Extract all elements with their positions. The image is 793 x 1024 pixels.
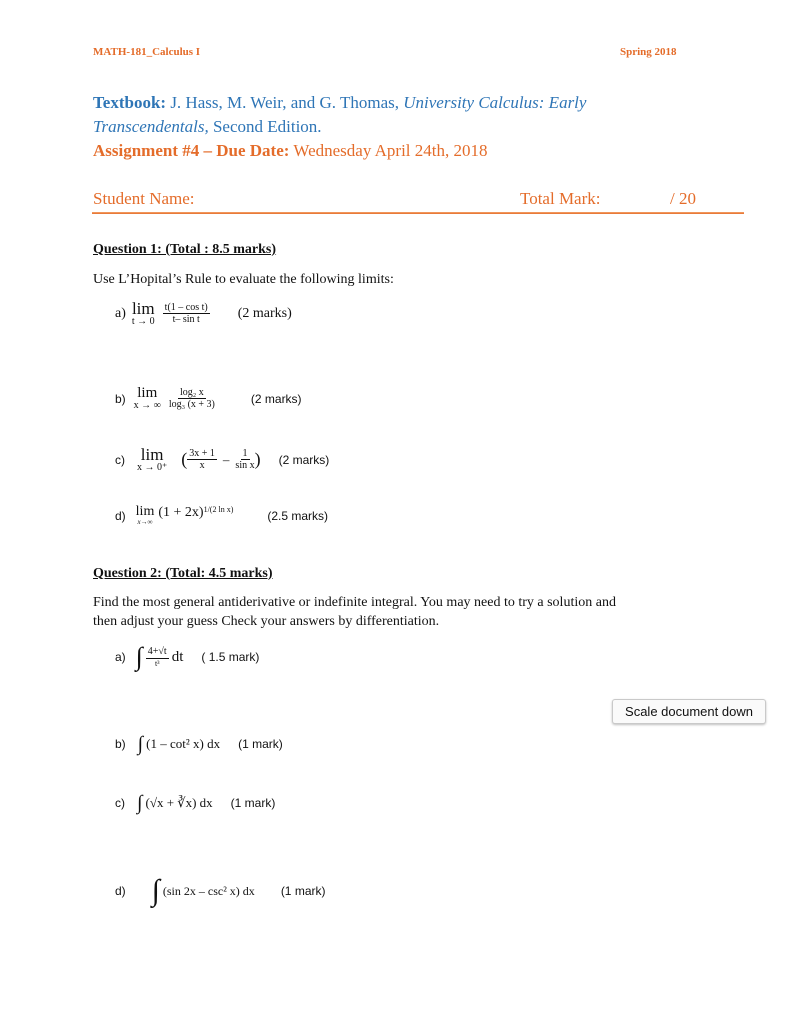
denominator: sin x [235, 460, 255, 471]
item-label: d) [115, 884, 126, 898]
denominator: t³ [154, 658, 160, 668]
numerator: 1 [242, 447, 248, 459]
limit [137, 446, 167, 473]
lim-text: lim [140, 445, 164, 464]
fraction [169, 387, 215, 411]
item-label: d) [115, 508, 126, 523]
integral-sign: ∫ [135, 642, 143, 671]
lim-sub: x → 0⁺ [137, 462, 168, 473]
denominator: t– sin t [172, 314, 200, 325]
fraction [187, 448, 217, 472]
scale-document-down-button[interactable]: Scale document down [612, 699, 766, 724]
item-label: c) [115, 796, 125, 810]
denominator: log₃ (x + 3) [168, 399, 215, 410]
expression: (1 + 2x) [158, 505, 204, 520]
course-header: MATH-181_Calculus I [93, 46, 201, 58]
textbook-line [93, 93, 586, 113]
q2-item-a [115, 644, 259, 670]
lim-text: lim [135, 504, 155, 519]
textbook-label: Textbook: [93, 93, 167, 112]
textbook-title: University Calculus: Early [403, 93, 587, 112]
textbook-line-2 [93, 117, 322, 137]
question-2-prompt: Find the most general antiderivative or indefinite integral. You may need to try a solution and [93, 595, 616, 610]
lim-sub: x→∞ [137, 518, 153, 526]
numerator: 4+√t [147, 646, 167, 658]
marks: (1 mark) [230, 796, 276, 810]
textbook-title-cont: Transcendentals, [93, 117, 209, 136]
total-mark-label: Total Mark: [520, 189, 601, 208]
numerator: 3x + 1 [189, 447, 215, 459]
marks: (1 mark) [238, 737, 283, 751]
marks: (2 marks) [278, 452, 330, 467]
differential: dt [171, 648, 184, 665]
q1-item-b [115, 386, 302, 411]
expression: (√x + ∛x) dx [145, 795, 213, 810]
integral-sign: ∫ [151, 874, 160, 907]
lim-sub: t → 0 [131, 316, 155, 327]
q2-item-d [115, 876, 325, 906]
expression: (1 – cot² x) dx [146, 736, 221, 751]
due-date: Wednesday April 24th, 2018 [289, 141, 488, 160]
q2-item-c [115, 793, 275, 813]
header-divider [92, 212, 744, 214]
q1-item-d [115, 505, 328, 526]
numerator: log₂ x [179, 386, 204, 398]
q2-item-b [115, 734, 283, 754]
textbook-authors: J. Hass, M. Weir, and G. Thomas, [166, 93, 404, 112]
fraction [163, 302, 210, 326]
marks: (2.5 marks) [267, 508, 329, 523]
lim-text: lim [131, 299, 155, 318]
integral-sign: ∫ [137, 792, 143, 814]
lim-sub: x → ∞ [133, 400, 161, 411]
lim-text: lim [137, 385, 158, 401]
expression: (sin 2x – csc² x) dx [162, 883, 255, 898]
textbook-edition: Second Edition. [208, 117, 322, 136]
q1-item-c: c) lim x → 0⁺ ( $\frac{3x + 1}{x}$ – $\frac{1}{\text{sin x}}$ ) (2 marks) [115, 445, 330, 473]
question-2-prompt-2: then adjust your guess Check your answers by differentiation. [93, 614, 440, 629]
item-label: b) [115, 737, 126, 751]
denominator: x [199, 460, 205, 471]
marks: (2 marks) [250, 391, 302, 406]
item-label: b) [115, 391, 126, 406]
item-label: a) [115, 650, 126, 664]
question-2-title: Question 2: (Total: 4.5 marks) [93, 566, 273, 581]
marks: (2 marks) [237, 305, 292, 321]
q1-item-a [115, 300, 292, 327]
limit [132, 300, 155, 327]
integral-sign: ∫ [137, 733, 144, 755]
numerator: t(1 – cos t) [164, 301, 208, 313]
item-label: a) [115, 305, 126, 321]
marks: (1 mark) [280, 884, 326, 898]
item-label: c) [115, 452, 125, 467]
question-1-prompt: Use L’Hopital’s Rule to evaluate the following limits: [93, 272, 394, 287]
fraction-2 [235, 448, 254, 472]
question-1-title: Question 1: (Total : 8.5 marks) [93, 242, 277, 257]
assignment-label: Assignment #4 – Due Date: [93, 141, 290, 160]
limit [134, 386, 161, 411]
student-name-label: Student Name: [93, 189, 195, 208]
limit [136, 505, 155, 526]
marks: ( 1.5 mark) [201, 650, 260, 664]
exponent: 1/(2 ln x) [203, 505, 234, 514]
term-header: Spring 2018 [620, 46, 677, 58]
total-mark-value: / 20 [670, 189, 696, 208]
fraction [146, 646, 169, 668]
assignment-line [93, 141, 488, 161]
